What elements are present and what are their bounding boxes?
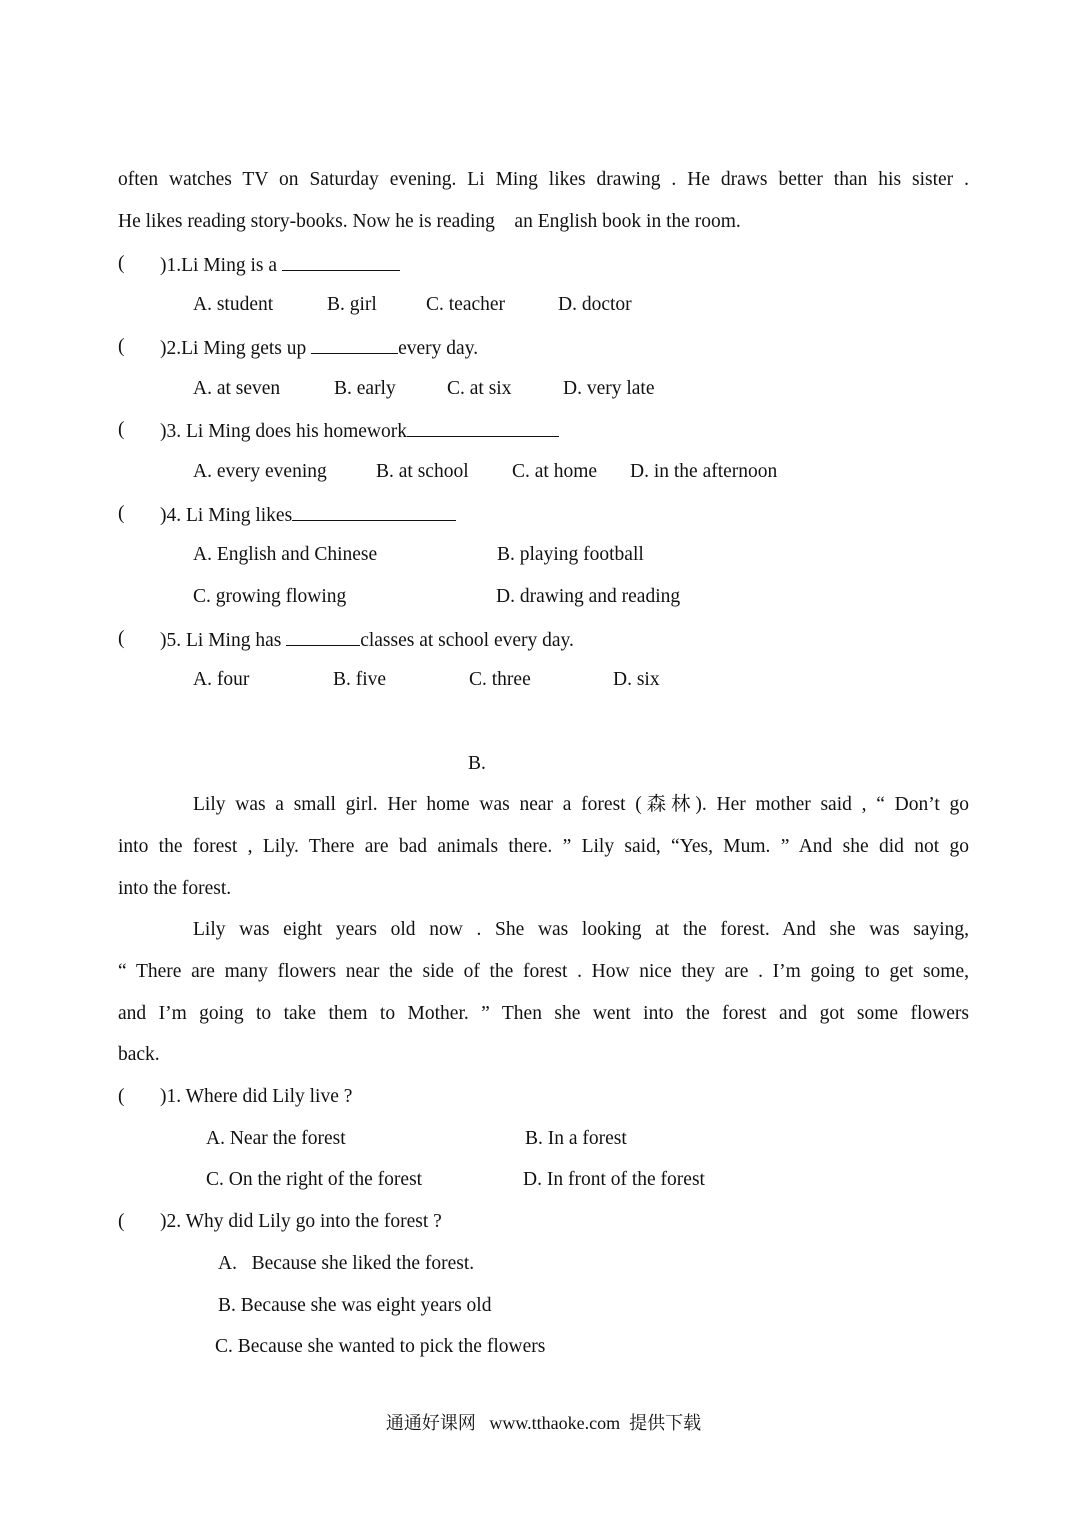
- question-stem: )1. Where did Lily live ?: [160, 1086, 353, 1107]
- option-b[interactable]: B. girl: [327, 294, 377, 315]
- option-c[interactable]: C. Because she wanted to pick the flowers: [215, 1336, 546, 1357]
- passage-b-p1-line-2: into the forest , Lily. There are bad animals there. ” Lily said, “Yes, Mum. ” And she did not go: [118, 836, 969, 857]
- question-stem: )1.Li Ming is a: [160, 252, 400, 278]
- passage-b-p2-line-3: and I’m going to take them to Mother. ” Then she went into the forest and got some flowers: [118, 1003, 969, 1024]
- option-c[interactable]: C. On the right of the forest: [206, 1169, 423, 1190]
- passage-b-p2-line-1: Lily was eight years old now . She was looking at the forest. And she was saying,: [193, 919, 969, 940]
- question-stem: )4. Li Ming likes: [160, 502, 456, 528]
- option-a[interactable]: A. student: [193, 294, 274, 315]
- passage-a-line-2: He likes reading story-books. Now he is reading an English book in the room.: [118, 211, 741, 232]
- option-c[interactable]: C. growing flowing: [193, 586, 347, 607]
- option-d[interactable]: D. doctor: [558, 294, 632, 315]
- answer-paren[interactable]: (: [118, 628, 125, 649]
- page-footer: 通通好课网 www.tthaoke.com 提供下载: [385, 1413, 702, 1433]
- option-d[interactable]: D. In front of the forest: [523, 1169, 705, 1190]
- answer-blank[interactable]: [311, 335, 398, 354]
- option-c[interactable]: C. three: [469, 669, 531, 690]
- option-b[interactable]: B. playing football: [497, 544, 644, 565]
- option-d[interactable]: D. six: [613, 669, 660, 690]
- answer-paren[interactable]: (: [118, 503, 125, 524]
- answer-paren[interactable]: (: [118, 336, 125, 357]
- answer-paren[interactable]: (: [118, 1211, 125, 1232]
- option-b[interactable]: B. Because she was eight years old: [218, 1295, 492, 1316]
- answer-blank[interactable]: [292, 502, 456, 521]
- passage-b-p1-line-3: into the forest.: [118, 878, 232, 899]
- question-stem: )3. Li Ming does his homework: [160, 418, 559, 444]
- option-b[interactable]: B. at school: [376, 461, 469, 482]
- option-b[interactable]: B. five: [333, 669, 387, 690]
- option-a[interactable]: A. Near the forest: [206, 1128, 346, 1149]
- option-c[interactable]: C. teacher: [426, 294, 506, 315]
- option-b[interactable]: B. In a forest: [525, 1128, 627, 1149]
- option-c[interactable]: C. at home: [512, 461, 598, 482]
- option-d[interactable]: D. in the afternoon: [630, 461, 778, 482]
- option-a[interactable]: A. Because she liked the forest.: [218, 1253, 475, 1274]
- answer-paren[interactable]: (: [118, 1086, 125, 1107]
- answer-blank[interactable]: [407, 418, 559, 437]
- section-b-heading: B.: [468, 753, 486, 774]
- option-b[interactable]: B. early: [334, 378, 396, 399]
- passage-b-p2-line-4: back.: [118, 1044, 160, 1065]
- passage-a-line-1: often watches TV on Saturday evening. Li Ming likes drawing . He draws better than his sister .: [118, 169, 969, 190]
- question-stem: )2. Why did Lily go into the forest ?: [160, 1211, 442, 1232]
- question-stem: )2.Li Ming gets up every day.: [160, 335, 478, 361]
- answer-paren[interactable]: (: [118, 419, 125, 440]
- passage-b-p1-line-1: Lily was a small girl. Her home was near a forest (森林). Her mother said , “ Don’t go: [193, 794, 969, 815]
- answer-paren[interactable]: (: [118, 253, 125, 274]
- answer-blank[interactable]: [286, 627, 360, 646]
- option-d[interactable]: D. very late: [563, 378, 655, 399]
- passage-b-p2-line-2: “ There are many flowers near the side of the forest . How nice they are . I’m going to get some,: [118, 961, 969, 982]
- option-a[interactable]: A. every evening: [193, 461, 327, 482]
- question-stem: )5. Li Ming has classes at school every day.: [160, 627, 574, 653]
- option-d[interactable]: D. drawing and reading: [496, 586, 681, 607]
- option-a[interactable]: A. four: [193, 669, 250, 690]
- answer-blank[interactable]: [282, 252, 400, 271]
- option-c[interactable]: C. at six: [447, 378, 512, 399]
- option-a[interactable]: A. English and Chinese: [193, 544, 378, 565]
- option-a[interactable]: A. at seven: [193, 378, 281, 399]
